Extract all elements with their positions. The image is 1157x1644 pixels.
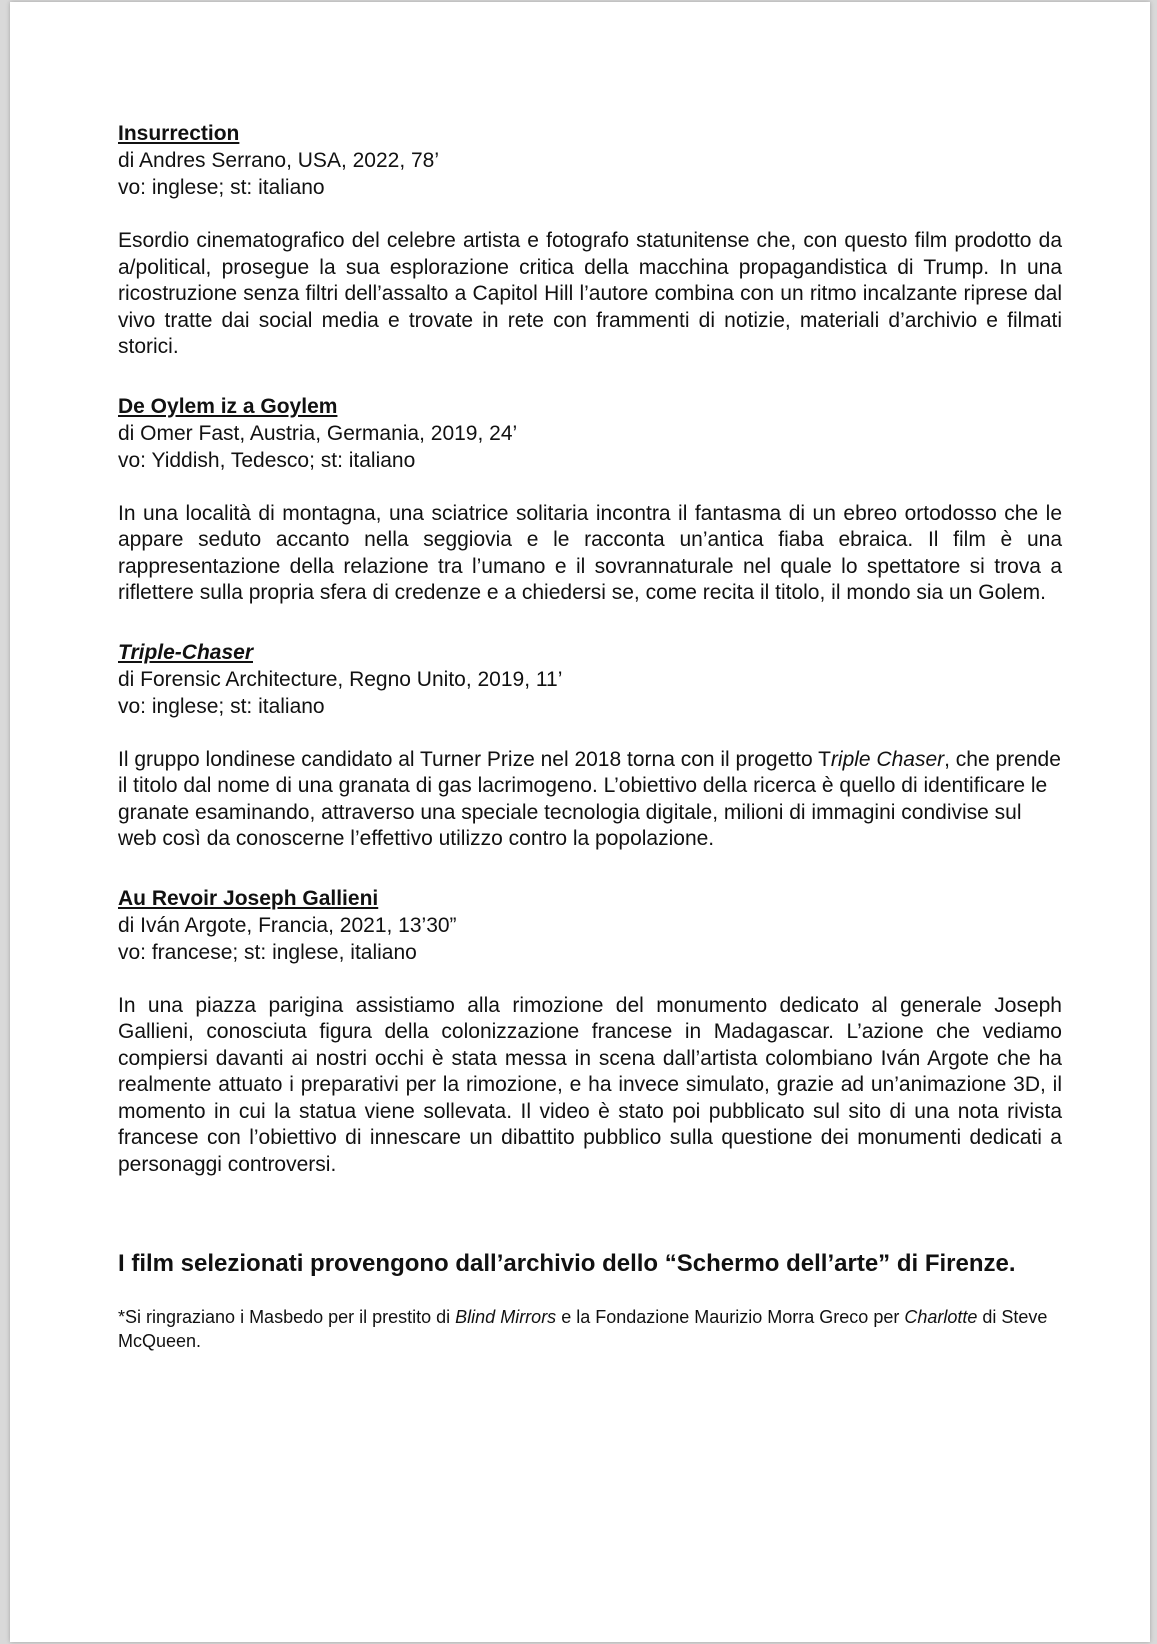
film-description xyxy=(118,747,1062,853)
film-entry-triple-chaser xyxy=(118,639,1062,853)
footnote-italic-title: Charlotte xyxy=(904,1307,978,1327)
film-credits: di Iván Argote, Francia, 2021, 13’30” xyxy=(118,913,457,937)
description-italic-title: riple Chaser xyxy=(830,747,945,771)
footnote-text: e la Fondazione Maurizio Morra Greco per xyxy=(556,1307,905,1327)
film-description: In una località di montagna, una sciatrice solitaria incontra il fantasma di un ebreo ortodosso che le appare seduto accanto nella seggiovia e le racconta un’antica fiaba ebraica. Il film è una rappresentazione della relazione tra l’umano e il sovrannaturale nel quale lo spettatore si trova a riflettere sulla propria sfera di credenze e a chiedersi se, come recita il titolo, il mondo sia un Golem. xyxy=(118,501,1062,604)
description-text: Il gruppo londinese candidato al Turner Prize nel 2018 torna con il progetto T xyxy=(118,747,831,771)
footnote-text: *Si ringraziano i Masbedo per il prestito di xyxy=(118,1307,456,1327)
film-languages: vo: Yiddish, Tedesco; st: italiano xyxy=(118,448,416,472)
closing-statement: I film selezionati provengono dall’archivio dello “Schermo dell’arte” di Firenze. xyxy=(118,1250,1016,1277)
film-description: In una piazza parigina assistiamo alla rimozione del monumento dedicato al generale Joseph Gallieni, conosciuta figura della colonizzazione francese in Madagascar. L’azione che vediamo compiersi davanti ai nostri occhi è stata messa in scena dall’artista colombiano Iván Argote che ha realmente attuato i preparativi per la rimozione, e ha invece simulato, grazie ad un’animazione 3D, il momento in cui la statua viene sollevata. Il video è stato poi pubblicato sul sito di una nota rivista francese con l’obiettivo di innescare un dibattito pubblico sulla questione dei monumenti dedicati a personaggi controversi. xyxy=(118,993,1062,1176)
footnote xyxy=(118,1305,1062,1353)
document-content xyxy=(118,120,1062,1353)
film-entry-de-oylem xyxy=(118,393,1062,607)
film-title: Triple-Chaser xyxy=(118,640,253,664)
film-credits: di Forensic Architecture, Regno Unito, 2019, 11’ xyxy=(118,667,563,691)
film-credits: di Omer Fast, Austria, Germania, 2019, 24’ xyxy=(118,421,518,445)
film-title: Au Revoir Joseph Gallieni xyxy=(118,886,379,910)
film-entry-insurrection xyxy=(118,120,1062,361)
film-languages: vo: inglese; st: italiano xyxy=(118,176,325,199)
film-description: Esordio cinematografico del celebre artista e fotografo statunitense che, con questo film prodotto da a/political, prosegue la sua esplorazione critica della macchina propagandistica di Trump. In una ricostruzione senza filtri dell’assalto a Capitol Hill l’autore combina con un ritmo incalzante riprese dal vivo tratte dai social media e trovate in rete con frammenti di notizie, materiali d’archivio e filmati storici. xyxy=(118,229,1062,358)
film-languages: vo: francese; st: inglese, italiano xyxy=(118,940,417,964)
description-text: , che prende il titolo dal nome di una granata di gas lacrimogeno. L’obiettivo della ricerca è quello di identificare le granate esaminando, attraverso una speciale tecnologia digitale, milioni di immagini condivise sul web così da conoscerne l’effettivo utilizzo contro la popolazione. xyxy=(118,747,1061,850)
film-credits: di Andres Serrano, USA, 2022, 78’ xyxy=(118,149,440,172)
document-page xyxy=(10,2,1150,1642)
film-title: Insurrection xyxy=(118,122,240,145)
film-languages: vo: inglese; st: italiano xyxy=(118,694,325,718)
footnote-text: di Steve McQueen. xyxy=(118,1307,1048,1351)
film-title: De Oylem iz a Goylem xyxy=(118,394,338,418)
footnote-italic-title: Blind Mirrors xyxy=(455,1307,557,1327)
film-entry-au-revoir xyxy=(118,885,1062,1179)
